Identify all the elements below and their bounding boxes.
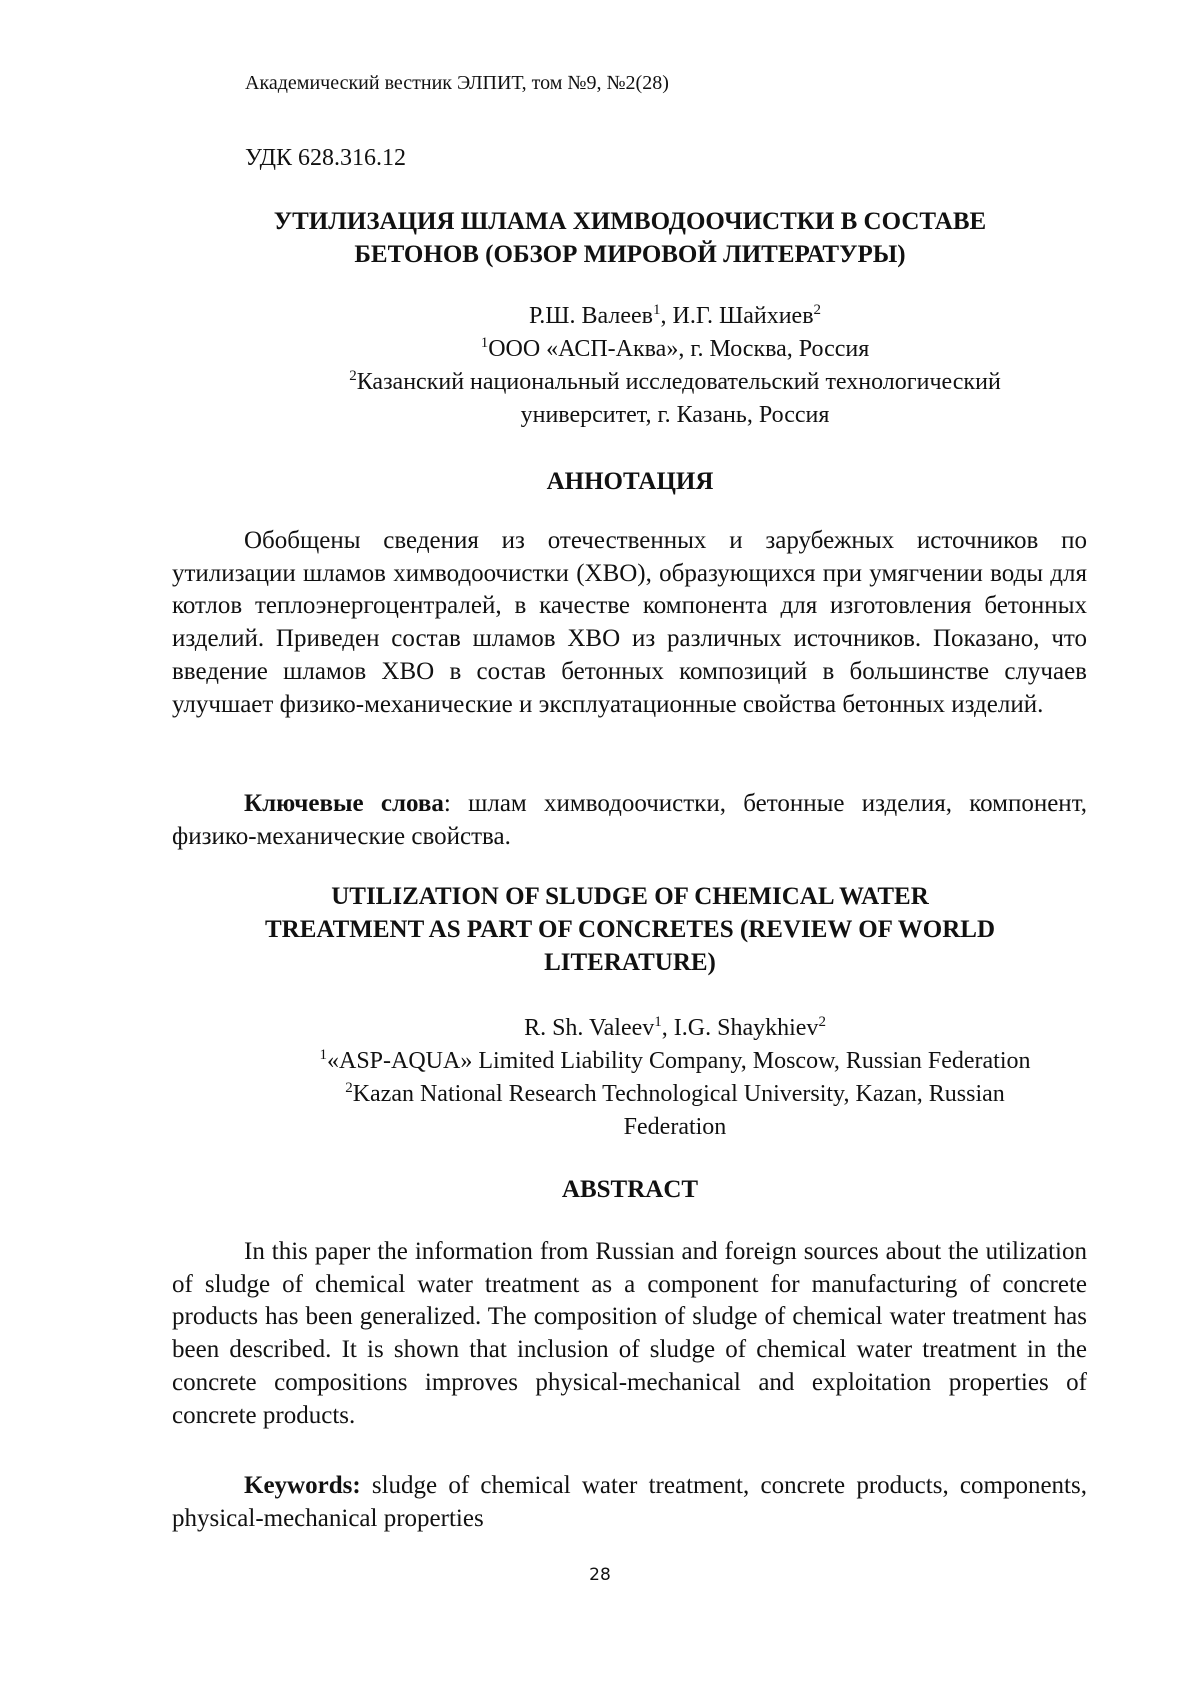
abstract-text: In this paper the information from Russian and foreign sources about the utilization of sludge of chemical water treatment as a component for manufacturing of concrete products has been generalized. The composition of sludge of chemical water treatment has been described. It is shown that inclusion of sludge of chemical water treatment in the concrete compositions improves physical-mechanical and exploitation properties of concrete products. — [172, 1238, 1087, 1429]
affiliation-2-ru — [220, 366, 1130, 399]
author-2-ru: И.Г. Шайхиев — [672, 303, 814, 329]
title-en-line-1: UTILIZATION OF SLUDGE OF CHEMICAL WATER — [331, 883, 929, 910]
author-2-en: I.G. Shaykhiev — [673, 1015, 819, 1041]
affiliation-1-ru-sup: 1 — [480, 335, 489, 351]
affiliation-1-en-sup: 1 — [319, 1047, 327, 1063]
keywords-english — [172, 1470, 1087, 1535]
author-2-en-sup: 2 — [818, 1014, 826, 1030]
annotation-heading: АННОТАЦИЯ — [546, 468, 714, 495]
affiliation-2-ru-line-1: Казанский национальный исследовательский технологический — [356, 369, 1001, 395]
author-2-ru-sup: 2 — [813, 302, 822, 318]
title-russian — [170, 205, 1090, 271]
affiliation-2-en-sup: 2 — [345, 1080, 353, 1096]
title-en-line-2: TREATMENT AS PART OF CONCRETES (REVIEW OF WORLD — [264, 916, 996, 943]
author-1-ru-sup: 1 — [653, 302, 661, 318]
affiliation-2-en-line-2: Federation — [623, 1114, 727, 1140]
annotation-paragraph — [172, 525, 1087, 721]
affiliation-2-en-line-1: Kazan National Research Technological University, Kazan, Russian — [352, 1081, 1005, 1107]
annotation-text: Обобщены сведения из отечественных и зарубежных источников по утилизации шламов химводоочистки (ХВО), образующихся при умягчении воды для котлов теплоэнергоцентралей, в качестве компонента для изготовления бетонных изделий. Приведен состав шламов ХВО из различных источников. Показано, что введение шламов ХВО в состав бетонных композиций в большинстве случаев улучшает физико-механические и эксплуатационные свойства бетонных изделий. — [172, 527, 1087, 718]
keywords-russian — [172, 788, 1087, 853]
affiliation-1-ru — [220, 333, 1130, 366]
udc-code: УДК 628.316.12 — [245, 145, 406, 171]
keywords-en-text: sludge of chemical water treatment, concrete products, components, physical-mechanical properties — [172, 1472, 1087, 1532]
abstract-heading: ABSTRACT — [561, 1176, 699, 1203]
authors-english — [220, 1012, 1130, 1144]
affiliation-2-ru-sup: 2 — [349, 368, 357, 384]
keywords-ru-label: Ключевые слова — [244, 790, 444, 817]
author-sep-en: , — [661, 1015, 674, 1041]
keywords-en-label: Keywords: — [244, 1472, 361, 1499]
title-en-line-3: LITERATURE) — [544, 949, 716, 976]
affiliation-1-en-text: «ASP-AQUA» Limited Liability Company, Moscow, Russian Federation — [327, 1048, 1031, 1074]
affiliation-2-ru-line-2: университет, г. Казань, Россия — [520, 402, 830, 428]
author-1-ru: Р.Ш. Валеев — [528, 303, 653, 329]
authors-russian — [220, 300, 1130, 432]
page-number: 28 — [589, 1565, 611, 1585]
affiliation-1-ru-text: ООО «АСП-Аква», г. Москва, Россия — [488, 336, 870, 362]
keywords-ru-text: : шлам химводоочистки, бетонные изделия, компонент, физико-механические свойства. — [172, 790, 1087, 850]
author-1-en-sup: 1 — [654, 1014, 662, 1030]
author-names-ru — [220, 300, 1130, 333]
title-english — [170, 880, 1090, 979]
abstract-paragraph — [172, 1236, 1087, 1432]
affiliation-2-en — [220, 1078, 1130, 1111]
author-names-en — [220, 1012, 1130, 1045]
affiliation-1-en — [220, 1045, 1130, 1078]
journal-header: Академический вестник ЭЛПИТ, том №9, №2(28) — [245, 72, 669, 94]
title-ru-line-2: БЕТОНОВ (ОБЗОР МИРОВОЙ ЛИТЕРАТУРЫ) — [354, 241, 906, 268]
author-sep-ru: , — [660, 303, 673, 329]
author-1-en: R. Sh. Valeev — [524, 1015, 655, 1041]
title-ru-line-1: УТИЛИЗАЦИЯ ШЛАМА ХИМВОДООЧИСТКИ В СОСТАВЕ — [273, 208, 987, 235]
